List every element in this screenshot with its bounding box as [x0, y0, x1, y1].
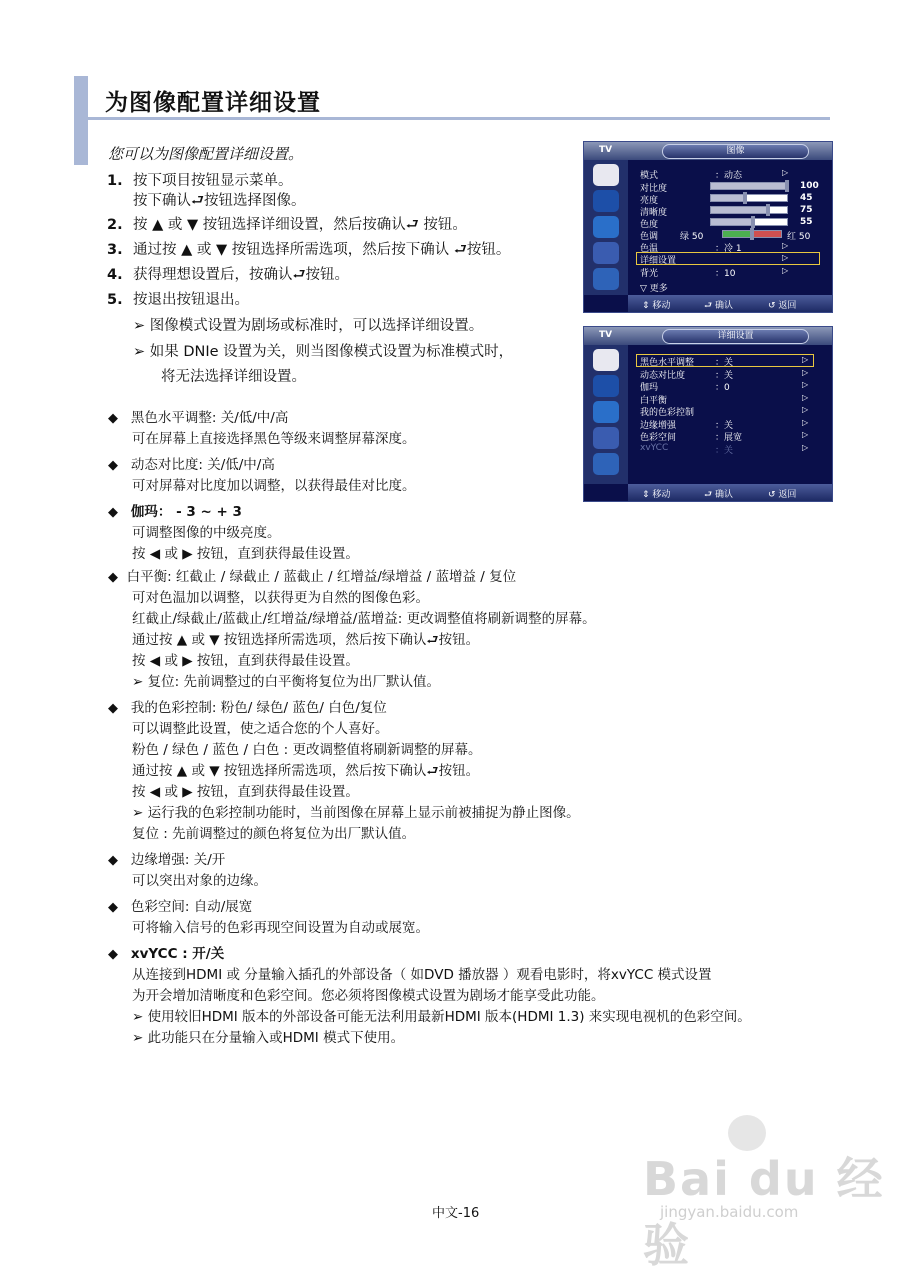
arrow-right-icon: ▷: [802, 380, 809, 389]
header-accent-bar: [74, 76, 88, 165]
menu-row-label[interactable]: 背光: [640, 269, 659, 279]
picture-icon[interactable]: [593, 349, 619, 371]
step-1: 1. 按下项目按钮显示菜单。: [107, 173, 293, 189]
menu-row-value: ：冷 1: [715, 244, 742, 254]
menu-more[interactable]: ▽ 更多: [640, 284, 668, 294]
arrow-right-icon: ▷: [782, 253, 789, 262]
note-2-cont: 将无法选择详细设置。: [161, 369, 306, 385]
footer-ok: ⮐ 确认: [704, 490, 733, 500]
footer-back: ↺ 返回: [768, 490, 797, 500]
menu-row-label[interactable]: 色度: [640, 220, 659, 230]
footer-back: ↺ 返回: [768, 301, 797, 311]
page-number: 中文-16: [432, 1206, 480, 1221]
diamond-icon: ◆: [108, 853, 118, 868]
input-icon[interactable]: [593, 453, 619, 475]
diamond-icon: ◆: [108, 701, 118, 716]
arrow-right-icon: ▷: [782, 266, 789, 275]
step-1-line-2: 按下确认⮐按钮选择图像。: [133, 193, 306, 209]
arrow-right-icon: ▷: [802, 430, 809, 439]
menu-footer: [628, 484, 832, 501]
slider-value: 100: [800, 181, 819, 191]
bullet-edge-enhance: ◆ 边缘增强: 关/开 可以突出对象的边缘。: [108, 852, 267, 889]
menu-row-my-color[interactable]: 我的色彩控制: [640, 408, 695, 418]
menu-tv-label: TV: [599, 145, 613, 155]
footer-move: ⇕ 移动: [642, 301, 671, 311]
slider-tint[interactable]: [722, 230, 782, 238]
arrow-right-icon: ▷: [782, 168, 789, 177]
menu-row-dynamic-contrast[interactable]: 动态对比度: [640, 371, 686, 381]
bullet-list: [108, 408, 751, 1049]
menu-row-edge-enhance[interactable]: 边缘增强: [640, 421, 677, 431]
note-1: ➢ 图像模式设置为剧场或标准时，可以选择详细设置。: [133, 318, 484, 334]
diamond-icon: ◆: [108, 458, 118, 473]
step-5: 5. 按退出按钮退出。: [107, 292, 249, 308]
intro-text: 您可以为图像配置详细设置。: [108, 145, 304, 163]
arrow-right-icon: ▷: [802, 393, 809, 402]
setup-gear-icon[interactable]: [593, 242, 619, 264]
step-list: [107, 171, 513, 387]
watermark-brand: Bai du 经验: [643, 1152, 885, 1272]
menu-title: 详细设置: [662, 329, 809, 344]
slider-value: 75: [800, 205, 813, 215]
channel-icon[interactable]: [593, 216, 619, 238]
page-title: 为图像配置详细设置: [105, 90, 321, 116]
menu-sidebar: [584, 160, 628, 295]
diamond-icon: ◆: [108, 947, 118, 962]
bullet-gamma: ◆ 伽玛： - 3 ~ + 3 可调整图像的中级亮度。 按 ◀ 或 ▶ 按钮，直到获得最佳设置。: [108, 504, 359, 562]
menu-title: 图像: [662, 144, 809, 159]
arrow-right-icon: ▷: [802, 355, 809, 364]
tv-menu-picture: [583, 141, 833, 313]
arrow-right-icon: ▷: [802, 418, 809, 427]
menu-row-gamma[interactable]: 伽玛: [640, 383, 659, 393]
watermark-url: jingyan.baidu.com: [660, 1203, 799, 1221]
diamond-icon: ◆: [108, 570, 118, 585]
menu-tv-label: TV: [599, 330, 613, 340]
menu-row-value: ：0: [715, 383, 730, 393]
menu-row-label[interactable]: 对比度: [640, 184, 668, 194]
tv-menu-detail: [583, 326, 833, 502]
bullet-color-space: ◆ 色彩空间: 自动/展宽 可将输入信号的色彩再现空间设置为自动或展宽。: [108, 899, 429, 936]
slider-sharpness[interactable]: [710, 206, 788, 214]
step-3: 3. 通过按 ▲ 或 ▼ 按钮选择所需选项，然后按下确认 ⮐按钮。: [107, 242, 511, 258]
sound-icon[interactable]: [593, 190, 619, 212]
menu-row-value: ：关: [715, 358, 734, 368]
header-underline: [88, 117, 830, 120]
arrow-right-icon: ▷: [802, 443, 809, 452]
tint-left-value: 绿 50: [680, 232, 704, 242]
setup-gear-icon[interactable]: [593, 427, 619, 449]
bullet-white-balance: ◆ 白平衡: 红截止 / 绿截止 / 蓝截止 / 红增益/绿增益 / 蓝增益 / 复位 可对色温加以调整，以获得更为自然的图像色彩。 红截止/绿截止/蓝截止/红增益/绿增益/蓝增益: 更改调整值将刷新调整的屏幕。 通过按 ▲ 或 ▼ 按钮选择所需选项，然后按下确认⮐按钮。 按 ◀ 或 ▶ 按钮，直到获得最佳设置。 ➢ 复位: 先前调整过的白平衡将复位为出厂默认值。: [108, 569, 596, 690]
menu-row-label[interactable]: 模式: [640, 171, 659, 181]
note-2: ➢ 如果 DNIe 设置为关，则当图像模式设置为标准模式时，: [133, 344, 514, 360]
step-4: 4. 获得理想设置后，按确认⮐按钮。: [107, 267, 350, 283]
arrow-right-icon: ▷: [802, 405, 809, 414]
footer-ok: ⮐ 确认: [704, 301, 733, 311]
menu-row-xvycc: xvYCC: [640, 443, 669, 453]
bullet-black-level: ◆ 黑色水平调整: 关/低/中/高 可在屏幕上直接选择黑色等级来调整屏幕深度。: [108, 410, 416, 447]
footer-move: ⇕ 移动: [642, 490, 671, 500]
slider-color[interactable]: [710, 218, 788, 226]
diamond-icon: ◆: [108, 505, 118, 520]
menu-row-value: ：动态: [715, 171, 743, 181]
diamond-icon: ◆: [108, 411, 118, 426]
menu-footer: [628, 295, 832, 312]
arrow-right-icon: ▷: [782, 241, 789, 250]
slider-value: 55: [800, 217, 813, 227]
menu-row-value: ：关: [715, 371, 734, 381]
menu-row-detail-settings[interactable]: 详细设置: [640, 256, 677, 266]
tint-right-value: 红 50: [787, 232, 811, 242]
sound-icon[interactable]: [593, 375, 619, 397]
arrow-right-icon: ▷: [802, 368, 809, 377]
slider-brightness[interactable]: [710, 194, 788, 202]
menu-row-label[interactable]: 清晰度: [640, 208, 668, 218]
input-icon[interactable]: [593, 268, 619, 290]
menu-row-value: ：展宽: [715, 433, 743, 443]
menu-row-label[interactable]: 亮度: [640, 196, 659, 206]
bullet-dynamic-contrast: ◆ 动态对比度: 关/低/中/高 可对屏幕对比度加以调整，以获得最佳对比度。: [108, 457, 416, 494]
diamond-icon: ◆: [108, 900, 118, 915]
menu-row-black-level[interactable]: 黑色水平调整: [640, 358, 695, 368]
menu-row-color-space[interactable]: 色彩空间: [640, 433, 677, 443]
menu-row-label[interactable]: 色温: [640, 244, 659, 254]
bullet-my-color: ◆ 我的色彩控制: 粉色/ 绿色/ 蓝色/ 白色/复位 可以调整此设置，使之适合您的个人喜好。 粉色 / 绿色 / 蓝色 / 白色 : 更改调整值将刷新调整的屏幕。 通过按 ▲ 或 ▼ 按钮选择所需选项，然后按下确认⮐按钮。 按 ◀ 或 ▶ 按钮，直到获得最佳设置。 ➢ 运行我的色彩控制功能时，当前图像在屏幕上显示前被捕捉为静止图像。 复位 : 先前调整过的颜色将复位为出厂默认值。: [108, 700, 580, 842]
bullet-xvycc: ◆ xvYCC : 开/关 从连接到HDMI 或 分量输入插孔的外部设备（ 如DVD 播放器 ）观看电影时，将xvYCC 模式设置 为开会增加清晰度和色彩空间。您必须将图像模式设置为剧场才能享受此功能。 ➢ 使用较旧HDMI 版本的外部设备可能无法利用最新HDMI 版本(HDMI 1.3) 来实现电视机的色彩空间。 ➢ 此功能只在分量输入或HDMI 模式下使用。: [108, 946, 751, 1046]
menu-row-white-balance[interactable]: 白平衡: [640, 396, 668, 406]
menu-row-value: ：10: [715, 269, 736, 279]
slider-value: 45: [800, 193, 813, 203]
picture-icon[interactable]: [593, 164, 619, 186]
step-2: 2. 按 ▲ 或 ▼ 按钮选择详细设置，然后按确认⮐ 按钮。: [107, 217, 467, 233]
channel-icon[interactable]: [593, 401, 619, 423]
menu-sidebar: [584, 345, 628, 484]
menu-row-value: ：关: [715, 421, 734, 431]
menu-row-value: ：关: [715, 446, 734, 456]
menu-row-label[interactable]: 色调: [640, 232, 659, 242]
slider-contrast[interactable]: [710, 182, 788, 190]
